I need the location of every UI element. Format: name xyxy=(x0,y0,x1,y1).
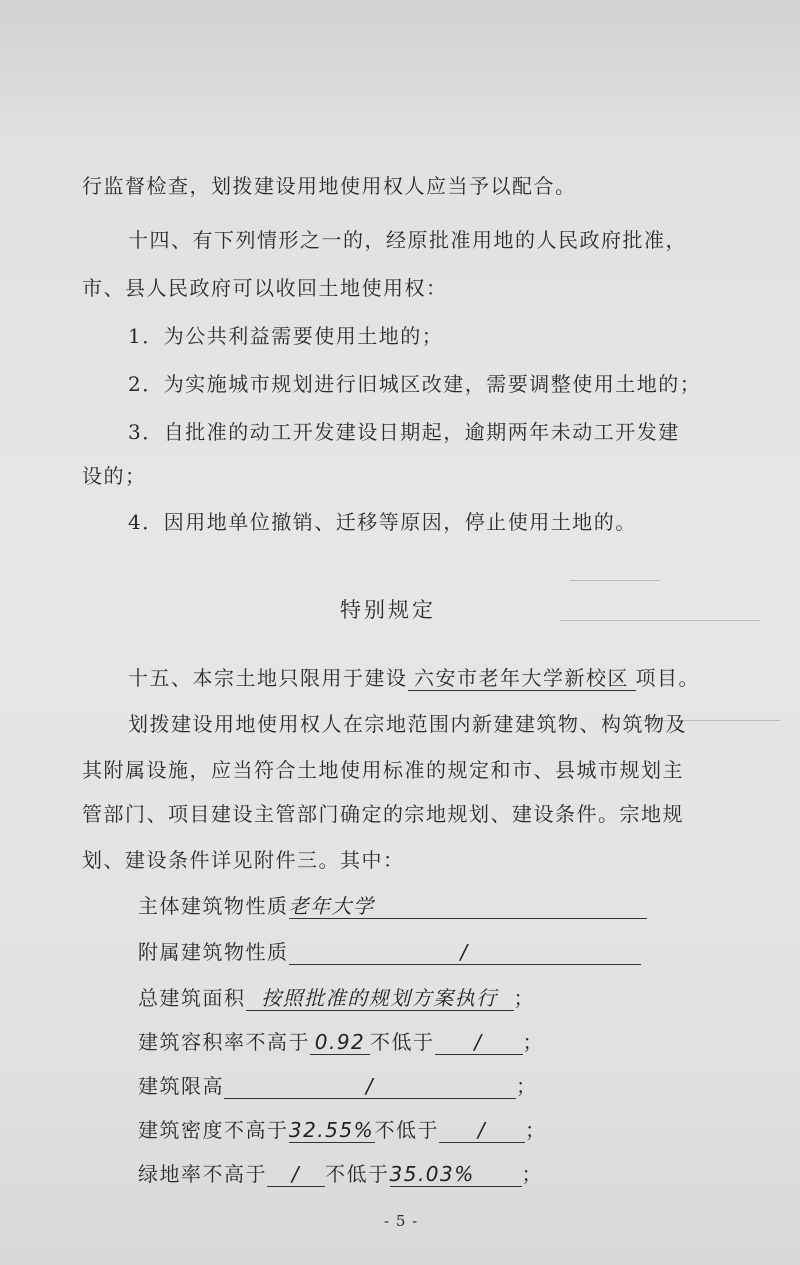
section-heading: 特别规定 xyxy=(340,598,436,622)
green-max-value: / xyxy=(267,1162,325,1187)
far-semicolon: ； xyxy=(522,1030,544,1054)
aux-building-row xyxy=(138,938,641,966)
list-item-3-line1: 3．自批准的动工开发建设日期起，逾期两年未动工开发建 xyxy=(128,420,680,444)
total-area-row xyxy=(138,984,535,1012)
paragraph-15-suffix: 项目。 xyxy=(635,666,700,690)
total-area-value: 按照批准的规划方案执行 xyxy=(246,986,514,1011)
paragraph-13-continuation: 行监督检查，划拨建设用地使用权人应当予以配合。 xyxy=(82,174,577,198)
paragraph-14-line1: 十四、有下列情形之一的，经原批准用地的人民政府批准， xyxy=(128,228,687,252)
height-semicolon: ； xyxy=(516,1074,538,1098)
main-building-value: 老年大学 xyxy=(289,894,647,919)
density-min-label: 不低于 xyxy=(374,1118,439,1142)
aux-building-value: / xyxy=(289,940,641,965)
green-min-value: 35.03% xyxy=(390,1162,522,1187)
paragraph-15b-line1: 划拨建设用地使用权人在宗地范围内新建建筑物、构筑物及 xyxy=(128,712,687,736)
density-semicolon: ； xyxy=(525,1118,547,1142)
project-name-field: 六安市老年大学新校区 xyxy=(408,666,636,691)
total-area-semicolon: ； xyxy=(513,986,535,1010)
density-row xyxy=(138,1116,547,1144)
list-item-1: 1．为公共利益需要使用土地的； xyxy=(128,324,444,348)
green-label: 绿地率不高于 xyxy=(138,1162,267,1186)
height-label: 建筑限高 xyxy=(138,1074,224,1098)
far-row xyxy=(138,1028,544,1056)
far-max-value: 0.92 xyxy=(310,1030,370,1055)
paragraph-15b-line4: 划、建设条件详见附件三。其中： xyxy=(82,848,405,872)
paragraph-15 xyxy=(128,664,700,692)
paragraph-15-prefix: 十五、本宗土地只限用于建设 xyxy=(128,666,408,690)
list-item-4: 4．因用地单位撤销、迁移等原因，停止使用土地的。 xyxy=(128,510,637,534)
main-building-label: 主体建筑物性质 xyxy=(138,894,289,918)
green-semicolon: ； xyxy=(521,1162,543,1186)
list-item-3-line2: 设的； xyxy=(82,464,147,488)
paragraph-15b-line3: 管部门、项目建设主管部门确定的宗地规划、建设条件。宗地规 xyxy=(82,802,684,826)
bleed-through-line xyxy=(570,580,660,581)
green-row xyxy=(138,1160,543,1188)
aux-building-label: 附属建筑物性质 xyxy=(138,940,289,964)
far-label: 建筑容积率不高于 xyxy=(138,1030,310,1054)
paragraph-14-line2: 市、县人民政府可以收回土地使用权： xyxy=(82,276,448,300)
total-area-label: 总建筑面积 xyxy=(138,986,246,1010)
main-building-row xyxy=(138,892,647,920)
paragraph-15b-line2: 其附属设施，应当符合土地使用标准的规定和市、县城市规划主 xyxy=(82,758,684,782)
page-number: - 5 - xyxy=(384,1212,419,1230)
height-row xyxy=(138,1072,538,1100)
far-min-value: / xyxy=(435,1030,523,1055)
density-max-value: 32.55% xyxy=(288,1118,375,1142)
green-min-label: 不低于 xyxy=(325,1162,390,1186)
list-item-2: 2．为实施城市规划进行旧城区改建，需要调整使用土地的； xyxy=(128,372,702,396)
height-value: / xyxy=(224,1074,516,1099)
bleed-through-line xyxy=(560,620,760,621)
density-min-value: / xyxy=(439,1118,525,1143)
density-label: 建筑密度不高于 xyxy=(138,1118,289,1142)
far-min-label: 不低于 xyxy=(370,1030,435,1054)
